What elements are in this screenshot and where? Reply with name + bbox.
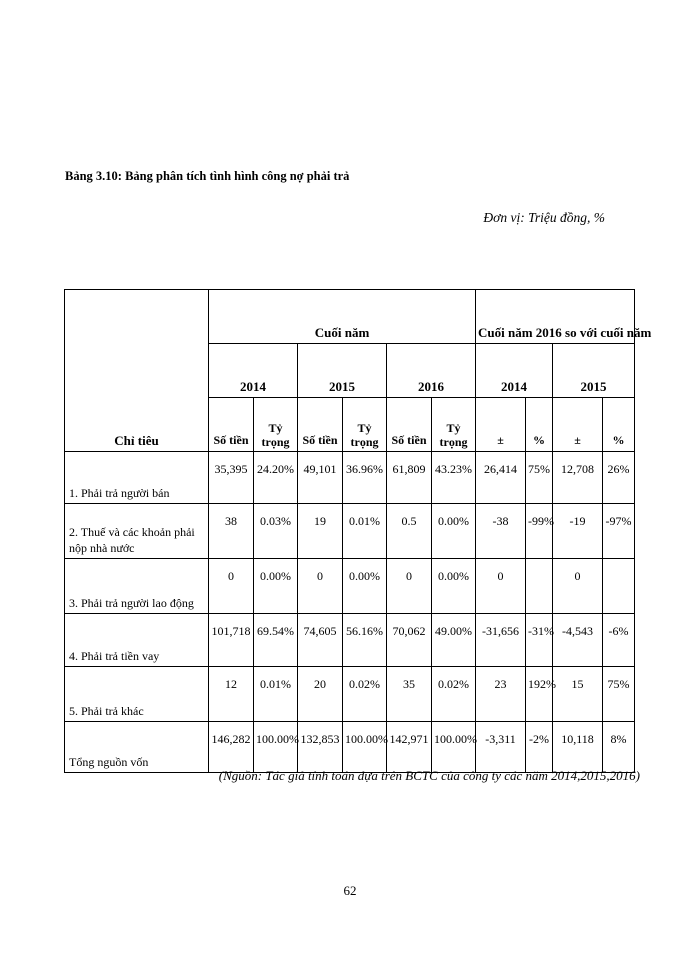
cell: 0 <box>209 559 254 614</box>
header-percent: % <box>603 398 635 452</box>
source-note: (Nguồn: Tác giả tính toán dựa trên BCTC của công ty các năm 2014,2015,2016) <box>218 768 640 783</box>
table-row <box>65 504 635 559</box>
cell: 24.20% <box>254 452 298 504</box>
cell: 0.01% <box>343 504 387 559</box>
row-label: Tổng nguồn vốn <box>65 722 209 773</box>
header-ty-trong: Tỷ trọng <box>254 398 298 452</box>
cell: 0.03% <box>254 504 298 559</box>
cell: 0 <box>387 559 432 614</box>
cell: 0 <box>298 559 343 614</box>
cell: 0.00% <box>432 504 476 559</box>
cell: -97% <box>603 504 635 559</box>
cell: 10,118 <box>553 722 603 773</box>
cell <box>526 559 553 614</box>
row-label: 5. Phải trả khác <box>65 667 209 722</box>
cell: 74,605 <box>298 614 343 667</box>
header-chi-tieu: Chỉ tiêu <box>65 290 209 452</box>
cell: -2% <box>526 722 553 773</box>
cell: 146,282 <box>209 722 254 773</box>
cell: 15 <box>553 667 603 722</box>
cell: 20 <box>298 667 343 722</box>
header-cuoi-nam: Cuối năm <box>209 290 476 344</box>
cell: 0.00% <box>343 559 387 614</box>
cell: 56.16% <box>343 614 387 667</box>
cell: 0 <box>476 559 526 614</box>
cell: 23 <box>476 667 526 722</box>
cell: 0.00% <box>254 559 298 614</box>
header-plus-minus: ± <box>476 398 526 452</box>
header-ty-trong: Tỷ trọng <box>432 398 476 452</box>
table-row <box>65 614 635 667</box>
cell: 100.00% <box>343 722 387 773</box>
unit-label: Đơn vị: Triệu đồng, % <box>483 210 605 225</box>
cell: 0.01% <box>254 667 298 722</box>
cell: 192% <box>526 667 553 722</box>
cell: 61,809 <box>387 452 432 504</box>
cell: 36.96% <box>343 452 387 504</box>
table-row <box>65 722 635 773</box>
cell: 35,395 <box>209 452 254 504</box>
cell: 12,708 <box>553 452 603 504</box>
cell: -99% <box>526 504 553 559</box>
header-so-tien: Số tiền <box>387 398 432 452</box>
table-row <box>65 452 635 504</box>
table-row <box>65 667 635 722</box>
row-label: 2. Thuế và các khoản phải nộp nhà nước <box>65 504 209 559</box>
cell: 8% <box>603 722 635 773</box>
header-year-2014: 2014 <box>209 344 298 398</box>
cell <box>603 559 635 614</box>
cell: -6% <box>603 614 635 667</box>
header-percent: % <box>526 398 553 452</box>
row-label: 3. Phải trả người lao động <box>65 559 209 614</box>
cell: 70,062 <box>387 614 432 667</box>
header-year-2015: 2015 <box>298 344 387 398</box>
cell: 0.00% <box>432 559 476 614</box>
cell: 35 <box>387 667 432 722</box>
page-number: 62 <box>343 883 357 898</box>
table-row <box>65 559 635 614</box>
header-compare-2015: 2015 <box>553 344 635 398</box>
cell: 101,718 <box>209 614 254 667</box>
cell: 26,414 <box>476 452 526 504</box>
cell: 0 <box>553 559 603 614</box>
cell: 69.54% <box>254 614 298 667</box>
liabilities-table <box>64 289 652 773</box>
cell: 0.02% <box>432 667 476 722</box>
row-label: 1. Phải trả người bán <box>65 452 209 504</box>
cell: 43.23% <box>432 452 476 504</box>
header-year-2016: 2016 <box>387 344 476 398</box>
cell: 100.00% <box>432 722 476 773</box>
cell: -31% <box>526 614 553 667</box>
cell: -4,543 <box>553 614 603 667</box>
cell: 100.00% <box>254 722 298 773</box>
header-compare-2014: 2014 <box>476 344 553 398</box>
cell: 49.00% <box>432 614 476 667</box>
cell: 49,101 <box>298 452 343 504</box>
cell: 0.5 <box>387 504 432 559</box>
cell: 0.02% <box>343 667 387 722</box>
cell: 75% <box>603 667 635 722</box>
header-ty-trong: Tỷ trọng <box>343 398 387 452</box>
header-so-tien: Số tiền <box>209 398 254 452</box>
cell: 132,853 <box>298 722 343 773</box>
cell: 19 <box>298 504 343 559</box>
cell: -19 <box>553 504 603 559</box>
cell: 26% <box>603 452 635 504</box>
row-label: 4. Phải trả tiền vay <box>65 614 209 667</box>
cell: -3,311 <box>476 722 526 773</box>
header-plus-minus: ± <box>553 398 603 452</box>
cell: 38 <box>209 504 254 559</box>
cell: -38 <box>476 504 526 559</box>
cell: 75% <box>526 452 553 504</box>
header-so-sanh: Cuối năm 2016 so với cuối năm <box>476 290 635 344</box>
cell: 142,971 <box>387 722 432 773</box>
cell: -31,656 <box>476 614 526 667</box>
cell: 12 <box>209 667 254 722</box>
table-title: Bảng 3.10: Bảng phân tích tình hình công nợ phải trả <box>65 169 350 183</box>
header-so-tien: Số tiền <box>298 398 343 452</box>
